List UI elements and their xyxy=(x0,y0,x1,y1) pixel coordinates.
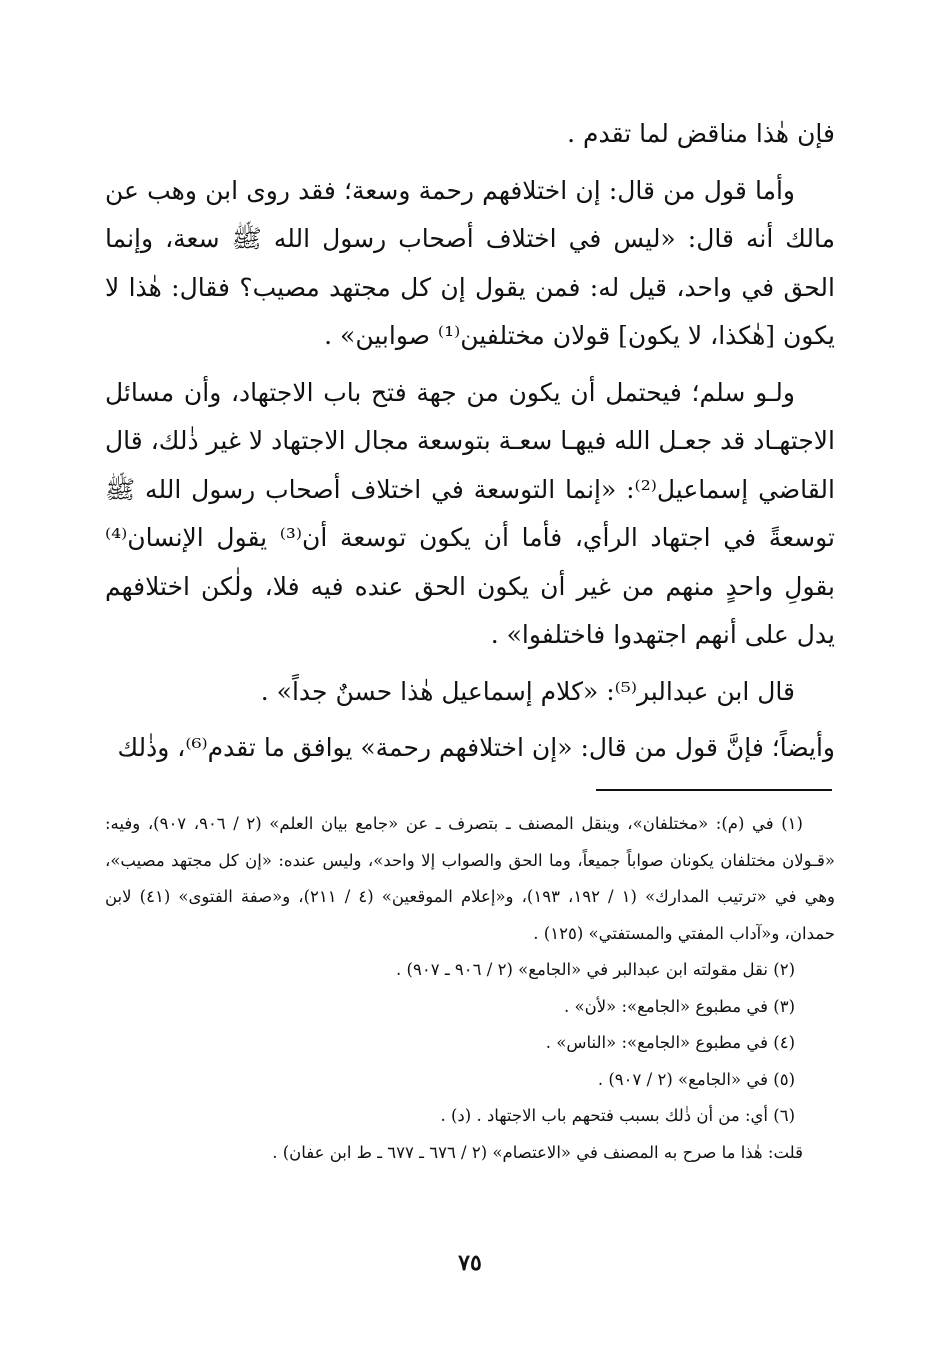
footnote-6-continuation: قلت: هٰذا ما صرح به المصنف في «الاعتصام» (٢ / ٦٧٦ ـ ٦٧٧ ـ ط ابن عفان) . xyxy=(272,1142,803,1162)
paragraph-3: ولـو سلم؛ فيحتمل أن يكون من جهة فتح باب الاجتهاد، وأن مسائل الاجتهـاد قد جعـل الله فيهـا سعـة بتوسعة مجال الاجتهاد لا غير ذٰلك، قال القاضي إسماعيل⁽²⁾: «إنما التوسعة في اختلاف أصحاب رسول الله ﷺ توسعةً في اجتهاد الرأي، فأما أن يكون توسعة أن⁽³⁾ يقول الإنسان⁽⁴⁾ بقولِ واحدٍ منهم من غير أن يكون الحق عنده فيه فلا، ولٰكن اختلافهم يدل على أنهم اجتهدوا فاختلفوا» . xyxy=(105,377,835,649)
main-text xyxy=(105,110,835,781)
footnotes xyxy=(105,806,835,1171)
footnote-6: (٦) أي: من أن ذٰلك بسبب فتحهم باب الاجتهاد . (د) . xyxy=(440,1106,795,1125)
paragraph-5: وأيضاً؛ فإنَّ قول من قال: «إن اختلافهم رحمة» يوافق ما تقدم⁽⁶⁾، وذٰلك xyxy=(117,733,835,762)
footnote-4: (٤) في مطبوع «الجامع»: «الناس» . xyxy=(545,1033,795,1052)
paragraph-4: قال ابن عبدالبر⁽⁵⁾: «كلام إسماعيل هٰذا حسنٌ جداً» . xyxy=(260,676,795,706)
footnote-2: (٢) نقل مقولته ابن عبدالبر في «الجامع» (٢ / ٩٠٦ ـ ٩٠٧) . xyxy=(396,960,795,979)
paragraph-2: وأما قول من قال: إن اختلافهم رحمة وسعة؛ فقد روى ابن وهب عن مالك أنه قال: «ليس في اختلاف أصحاب رسول الله ﷺ سعة، وإنما الحق في واحد، قيل له: فمن يقول إن كل مجتهد مصيب؟ فقال: هٰذا لا يكون [هٰكذا، لا يكون] قولان مختلفين⁽¹⁾ صوابين» . xyxy=(105,175,835,350)
page-number: ٧٥ xyxy=(458,1250,482,1276)
paragraph-1: فإن هٰذا مناقض لما تقدم . xyxy=(567,119,835,148)
footnote-1: (١) في (م): «مختلفان»، وينقل المصنف ـ بتصرف ـ عن «جامع بيان العلم» (٢ / ٩٠٦، ٩٠٧)، وفيه: «قـولان مختلفان يكونان صواباً جميعاً، وما الحق والصواب إلا واحد»، وليس عنده: «إن كل مجتهد مصيب»، وهي في «ترتيب المدارك» (١ / ١٩٢، ١٩٣)، و«إعلام الموقعين» (٤ / ٢١١)، و«صفة الفتوى» (٤١) لابن حمدان، و«آداب المفتي والمستفتي» (١٢٥) . xyxy=(105,814,835,943)
footnote-5: (٥) في «الجامع» (٢ / ٩٠٧) . xyxy=(597,1069,795,1089)
footnote-3: (٣) في مطبوع «الجامع»: «لأن» . xyxy=(564,996,795,1016)
footnote-separator xyxy=(596,789,832,791)
